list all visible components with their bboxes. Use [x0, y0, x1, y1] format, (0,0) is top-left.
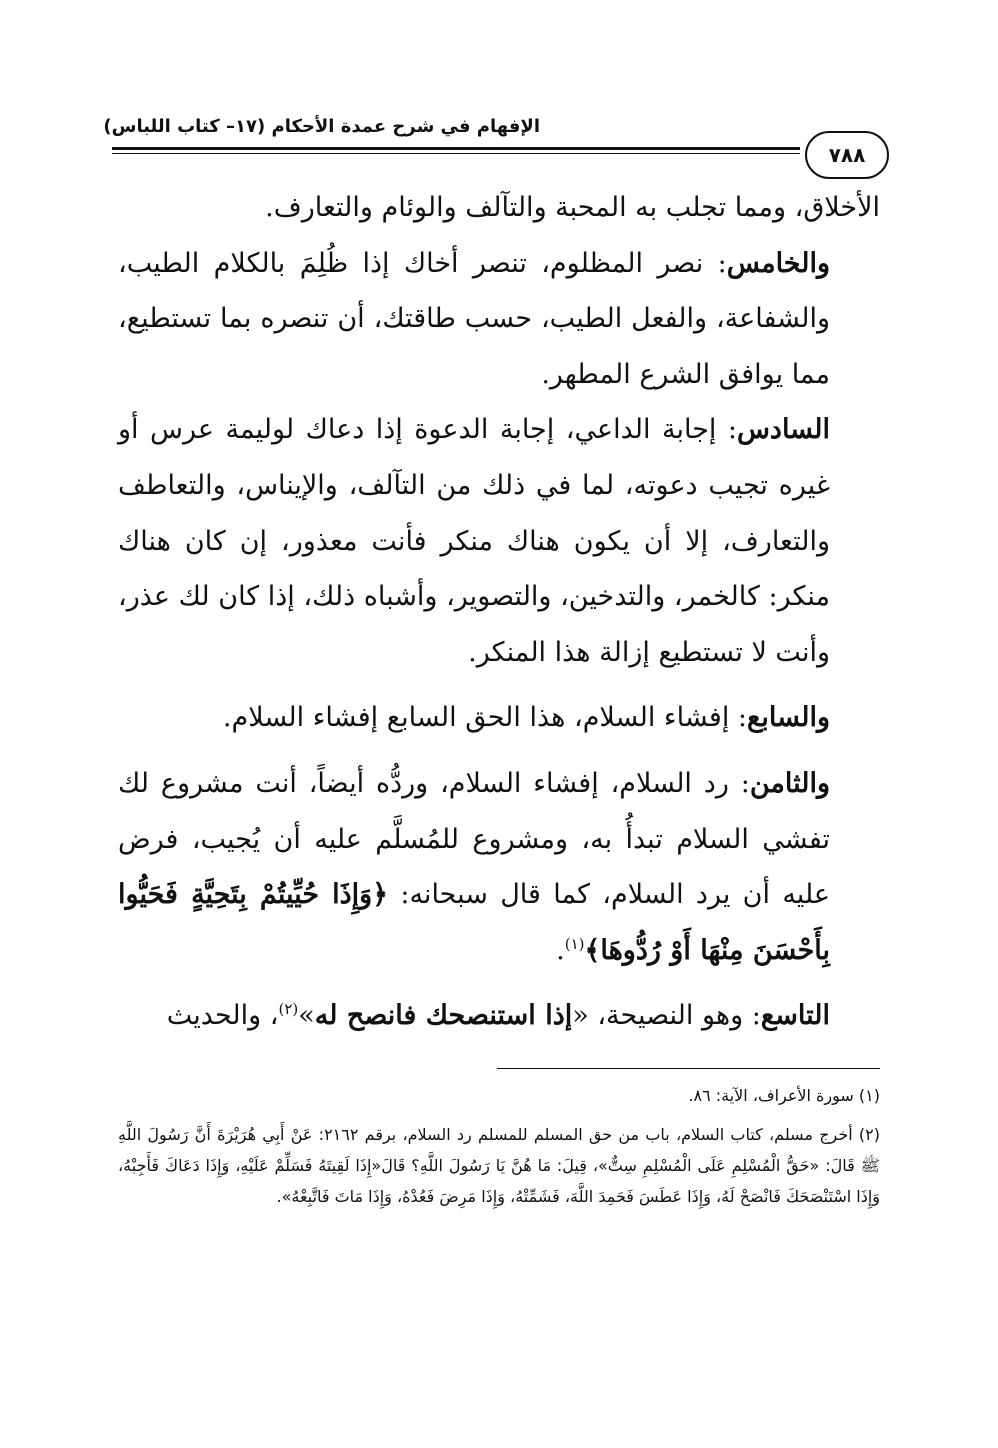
quran-verse: ﴿وَإِذَا حُيِّيتُمْ بِتَحِيَّةٍ فَحَيُّوا بِأَحْسَنَ مِنْهَا أَوْ رُدُّوهَا﴾ — [118, 879, 830, 966]
ninth-heading: التاسع — [760, 1000, 830, 1032]
footnote-separator — [497, 1068, 880, 1069]
main-text — [118, 180, 880, 1044]
paragraph-sixth-right — [118, 402, 880, 680]
header-rule-thin — [112, 153, 800, 154]
paragraph-fifth-right — [118, 236, 880, 403]
fifth-heading: والخامس — [726, 247, 830, 279]
paragraph-1-text: الأخلاق، ومما تجلب به المحبة والتآلف والوئام والتعارف. — [265, 192, 880, 223]
footnote-1: (١) سورة الأعراف، الآية: ٨٦. — [688, 1086, 880, 1105]
ninth-text-a: : وهو النصيحة، « — [572, 1000, 761, 1032]
ninth-text-b: » — [298, 1000, 315, 1032]
running-header-title: الإفهام في شرح عمدة الأحكام (١٧– كتاب اللباس) — [103, 116, 540, 137]
eighth-text: : رد السلام، إفشاء السلام، وردُّه أيضاً، أنت مشروع لك تفشي السلام تبدأُ به، ومشروع للمُسلَّم عليه أن يُجيب، فرض عليه أن يرد السلام، كما قال سبحانه: — [118, 767, 831, 911]
eighth-heading: والثامن — [749, 767, 830, 799]
footnotes — [118, 1080, 880, 1220]
footnote-ref-1[interactable]: (١) — [564, 934, 585, 953]
sixth-text: : إجابة الداعي، إجابة الدعوة إذا دعاك لوليمة عرس أو غيره تجيب دعوته، لما في ذلك من التآلف، والإيناس، والتعاطف والتعارف، إلا أن يكون هناك منكر فأنت معذور، إن كان هناك منكر: كالخمر، والتدخين، والتصوير، وأشباه ذلك، إذا كان لك عذر، وأنت لا تستطيع إزالة هذا المنكر. — [118, 414, 830, 668]
seventh-text: : إفشاء السلام، هذا الحق السابع إفشاء السلام. — [222, 702, 748, 734]
page-number-badge — [805, 131, 889, 179]
hadith-quote: إذا استنصحك فانصح له — [314, 1000, 573, 1032]
paragraph-seventh-right — [118, 690, 880, 746]
header-rule-thick — [112, 147, 800, 150]
paragraph-1 — [118, 180, 880, 236]
paragraph-ninth-right — [118, 988, 880, 1044]
footnote-2: (٢) أخرج مسلم، كتاب السلام، باب من حق المسلم للمسلم رد السلام، برقم ٢١٦٢: عَنْ أَبِي هُرَيْرَةَ أَنَّ رَسُولَ اللَّهِ ﷺ قَالَ: «حَقُّ الْمُسْلِمِ عَلَى الْمُسْلِمِ سِتٌّ»، قِيلَ: مَا هُنَّ يَا رَسُولَ اللَّهِ؟ قَالَ«إِذَا لَقِيتَهُ فَسَلِّمْ عَلَيْهِ، وَإِذَا دَعَاكَ فَأَجِبْهُ، وَإِذَا اسْتَنْصَحَكَ فَانْصَحْ لَهُ، وَإِذَا عَطَسَ فَحَمِدَ اللَّهَ، فَشَمِّتْهُ، وَإِذَا مَرِضَ فَعُدْهُ، وَإِذَا مَاتَ فَاتَّبِعْهُ». — [118, 1125, 881, 1206]
eighth-end: . — [556, 934, 565, 966]
sixth-heading: السادس — [736, 414, 830, 446]
paragraph-eighth-right — [118, 756, 880, 978]
seventh-heading: والسابع — [747, 702, 830, 734]
footnote-ref-2[interactable]: (٢) — [278, 1000, 299, 1019]
fifth-text: : نصر المظلوم، تنصر أخاك إذا ظُلِمَ بالكلام الطيب، والشفاعة، والفعل الطيب، حسب طاقتك، أن تنصره بما تستطيع، مما يوافق الشرع المطهر. — [118, 247, 830, 390]
page-number: ٧٨٨ — [828, 143, 866, 167]
ninth-text-c: ، والحديث — [166, 1000, 279, 1032]
